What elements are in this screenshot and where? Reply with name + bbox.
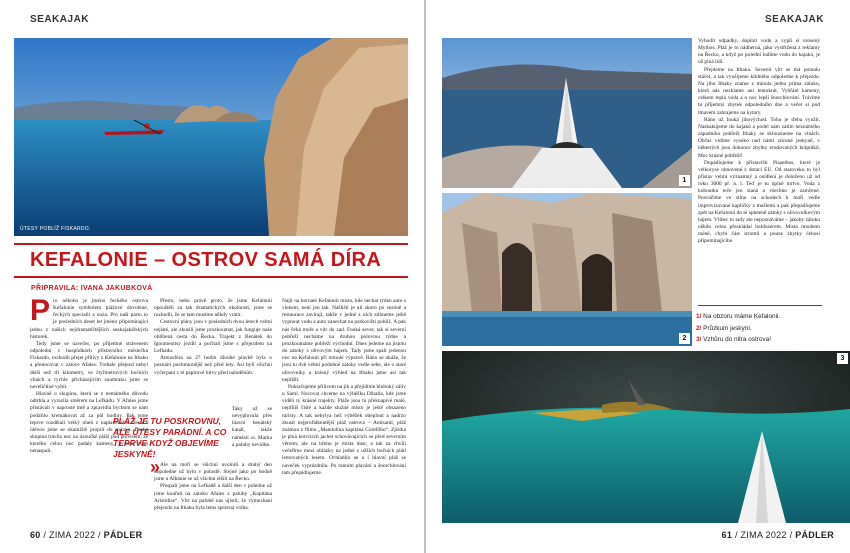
photo-sea-cave: [442, 351, 850, 523]
caption-item: 3/ Vzhůru do nitra ostrova!: [696, 336, 771, 343]
dropcap: P: [30, 298, 51, 327]
photo-number-badge: 3: [837, 353, 848, 364]
quote-chevron-icon: »: [150, 457, 161, 477]
photo-credit: ÚTESY POBLÍŽ FISKARDO.: [20, 226, 91, 232]
paragraph: Hlavně o skupinu, která se z nemámého důvodu odtrhla a vyrazila směrem na Lefkádu. V Afales jsme přistávali v naprosté tmě a zpravidla bychom se nám podařilo kremákovat až za půl hodiny. Pak jsme teprve rozdělali velký oheň z naplaveného dřeva a útěvou jsme se okamžitě propili do spánku. Druhá skupina trávila noc na úzoučké pláži pod převisem, ze kterého celou noc padaly kameny, a moc toho nenaspali.: [30, 391, 148, 455]
paragraph: Pokračujeme přilivem na jih a přejídíme hluboký záliv u Sami. Nocovat chceme na výběžku Dihalia, kde jsme viděli ty krásné trajekty. Pláže jsou tu překnapivé malé, nepříliš čisté a každé služné místo je ještě obsazeno turisty. A tak nebylya než výběžek obeplout a nadrzo zkusit nejprofláknutější pláž ostrova – Antisamí, pláž známou z filmu „Mandolína kapitána Corelliho“. Zjistka je plná kotvících jachet schovávajících se před severním větrem, ale na břehu je místa dost, a tak za chvíli večeříme mezi oblázky na jedné z užších bočních plátí lemovaných lesem. Ochladilo se a i hlavní pláž se naveček vyprázdnila. Po ranním plavání a šnorchlování tam přepádlujeme.: [282, 383, 406, 476]
paragraph: Atmosféra na 27 hodin dlouhé plavbě byla o poznání pochmurnější než před lety. Asi bylí všichni vyčerpaní z té papírové bitvy před naloděním.: [154, 355, 272, 376]
paragraph: Cestovní plány jsou v posledních dvou letech velmi nejisté, ale zkusili jsme prozkoumat, jak funguje naše oblíbená cesta do Řecka. Trajekt z Benátek do Igoumenitsy jezdil a počítali jsme s přejezdem na Lefkádu.: [154, 319, 272, 355]
photo-number-badge: 1: [679, 175, 690, 186]
title-rule-top: [14, 243, 408, 245]
section-label: SEAKAJAK: [30, 14, 90, 25]
section-label: SEAKAJAK: [764, 14, 824, 25]
paragraph: Ale na moři se všichni uvolnili a druhý den dopoledne už bylo v pohodě. Stejně jako po hodně jsme u Albánie se už všichni těšili na Řecko.: [154, 462, 272, 483]
paragraph: Dopádlujeme k přístavišti Pisaethos, které je velkoryse obnovené z dotací EU. Od staroveku to byl přístav velmi významný a osídlení je doloženo už od roku 3000 př. n. l. Teď je tu úplně mrtvo. Voda z kohoutku teče jen slaná a všechno je zamčené. Posvačíme ve stínu na schodech k moři vedle improvizované kapličky z mušlemi a pak přepádlujeme zpět na Kefalonii do té spleteně zátoky s olivovníkovým hájem. Vlibec to tady ale nepoznáváme – jakoby zátoku někdo celou přeskládal buldozerem. Místa mnohem méně, chybí část stromů a pouze zbytky čehosi připomínajícího: [698, 159, 820, 245]
article-column-1: [30, 298, 148, 530]
paragraph: Přesto, nebo právě proto, že jsme Kefalonii opouštěli za tak dramatických okolností, jsme se rozhodli, že se tam musíme někdy vrátit.: [154, 298, 272, 319]
title-rule-bottom: [14, 276, 408, 278]
paragraph: Ráno už fouká jihovýchod. Toho je třeba využít. Naskakujeme do kajakú a podél nám zatím neznámého západního pobřeží Ithaky se sklouzneme na vlnách. Občas vidíme vysoko nad námi ztícené jeskyně, v některých jsou dokonce zbytky erodovaných krápníků. Moc krásné pobřeží!: [698, 116, 820, 159]
article-column-2-side: [232, 406, 272, 460]
caption-item: 2/ Průzkum jeskyní.: [696, 324, 752, 332]
article-column-2-top: [154, 298, 272, 406]
paragraph: Přespali jsme na Lefkádě a další den v poledne už jsme kouřali na zátoku Afales z paluby „Kapitána Aristidise“. Vítr na palubě nás ujistil, že vymezhaní přejezdu na Ithaku byla letos správná volba.: [154, 483, 272, 511]
paragraph: Najít na hornaté Kefalonii místo, kde nechat týden auto s vlekem, není jen tak. Našlišti je ali skoro po sezóně a restaurace zavírají, takže v jedné z nich stihneme ještě vypnout vodu a auto zanechat na parkovišti poblíž. A pak nás čeká moře a vítr do zad. Fouká sever, tak si severní pobřeží necháme na druhou polovinu týdne a prozkoumáme pobřeží východní. Dnes jedeme na jistotu do zátoky s olivovým hájem. Tady jsme spali jedenou noc na Kefalonii při minulé výpravě. Ráno se ukáže, že jsou tu dvě velmi podobné zátoky vedle sebe, ale o staré olivovníky a krásný výhled na Ithaku jsme asi tak nepřišli.: [282, 298, 406, 383]
article-title: KEFALONIE – OSTROV SAMÁ DÍRA: [30, 249, 382, 271]
hero-photo-cliffs: [14, 38, 408, 236]
article-column-3: [282, 298, 406, 530]
paragraph: Vyhodit odpadky, doplnit vodu a vyplí si orosený Mythos. Pláž je to nádherná, jako vystřižená z reklamy na Řecko, a když po poledni balíme vodu do kajakú, je už plná lidí.: [698, 38, 820, 66]
paragraph: Tedy jsme se navečer, po příjemné strávenem odpoledni v hospůdkách přístavního městečka Fiskardo, rozhodli přejet přílivy z Kefalonie na Ithaku a přenocovat v zátoce Afales. Trebale přejezd nebyl delší než tři kilometry, ve čtyřmetrových bočních vlnách a rychle přicházejícím soumraku jsme se neveličtiné vybít.: [30, 340, 148, 390]
right-page: [426, 0, 850, 553]
photo-cave-cliffs: [442, 193, 692, 346]
paragraph: Přejdeme na Ithaku. Severní vítr se má pomalu stáčet, a tak využijeme klidného odpoledne k přejezdu. Na jihu Ithaky známe z minula jednu prima zátoku, která nás nezklame ani tentokrát. Vyhřáté kameny, celkem teplá voda a o noc lepší šnorchlování. Trávíme tu příjemný zbytek odpoledního dne a večer si pod tmavem zahrajeme na kytary.: [698, 66, 820, 116]
caption-item: 1/ Na obzoru máme Kefalonii.: [696, 313, 781, 320]
left-page: [0, 0, 424, 553]
caption-rule: [698, 305, 822, 306]
article-column-right: [698, 38, 820, 296]
photo-number-badge: 2: [679, 333, 690, 344]
photo-kayak-bow: [442, 38, 692, 188]
article-column-2-bottom: [154, 462, 272, 530]
pull-quote: PLÁŽ JE TU POSKROVNU, ALE ÚTESY PARÁDNÍ. A CO TEPRVE KDYŽ OBJEVÍME JESKYNĚ!: [113, 416, 227, 459]
photo-captions: [696, 311, 816, 346]
folio-left: 60 / ZIMA 2022 / PÁDLER: [30, 530, 143, 540]
paragraph: Taky už se nevyplovala přes hlavní benátský kanál, takže náměstí sv. Marka a paluby nevidíte.: [232, 406, 272, 448]
paragraph: ro někoho je jméno řeckého ostrova Kefalonie symbolem plážové dovolené, řeckých specialit a ouza. Pro naši partu to je posledních deset let jméno připomínající jednu z našich nejdramatičtějších seakajakářských historek.: [30, 298, 148, 340]
folio-right: 61 / ZIMA 2022 / PÁDLER: [721, 530, 834, 540]
byline: PŘIPRAVILA: IVANA JAKUBKOVÁ: [31, 285, 153, 292]
